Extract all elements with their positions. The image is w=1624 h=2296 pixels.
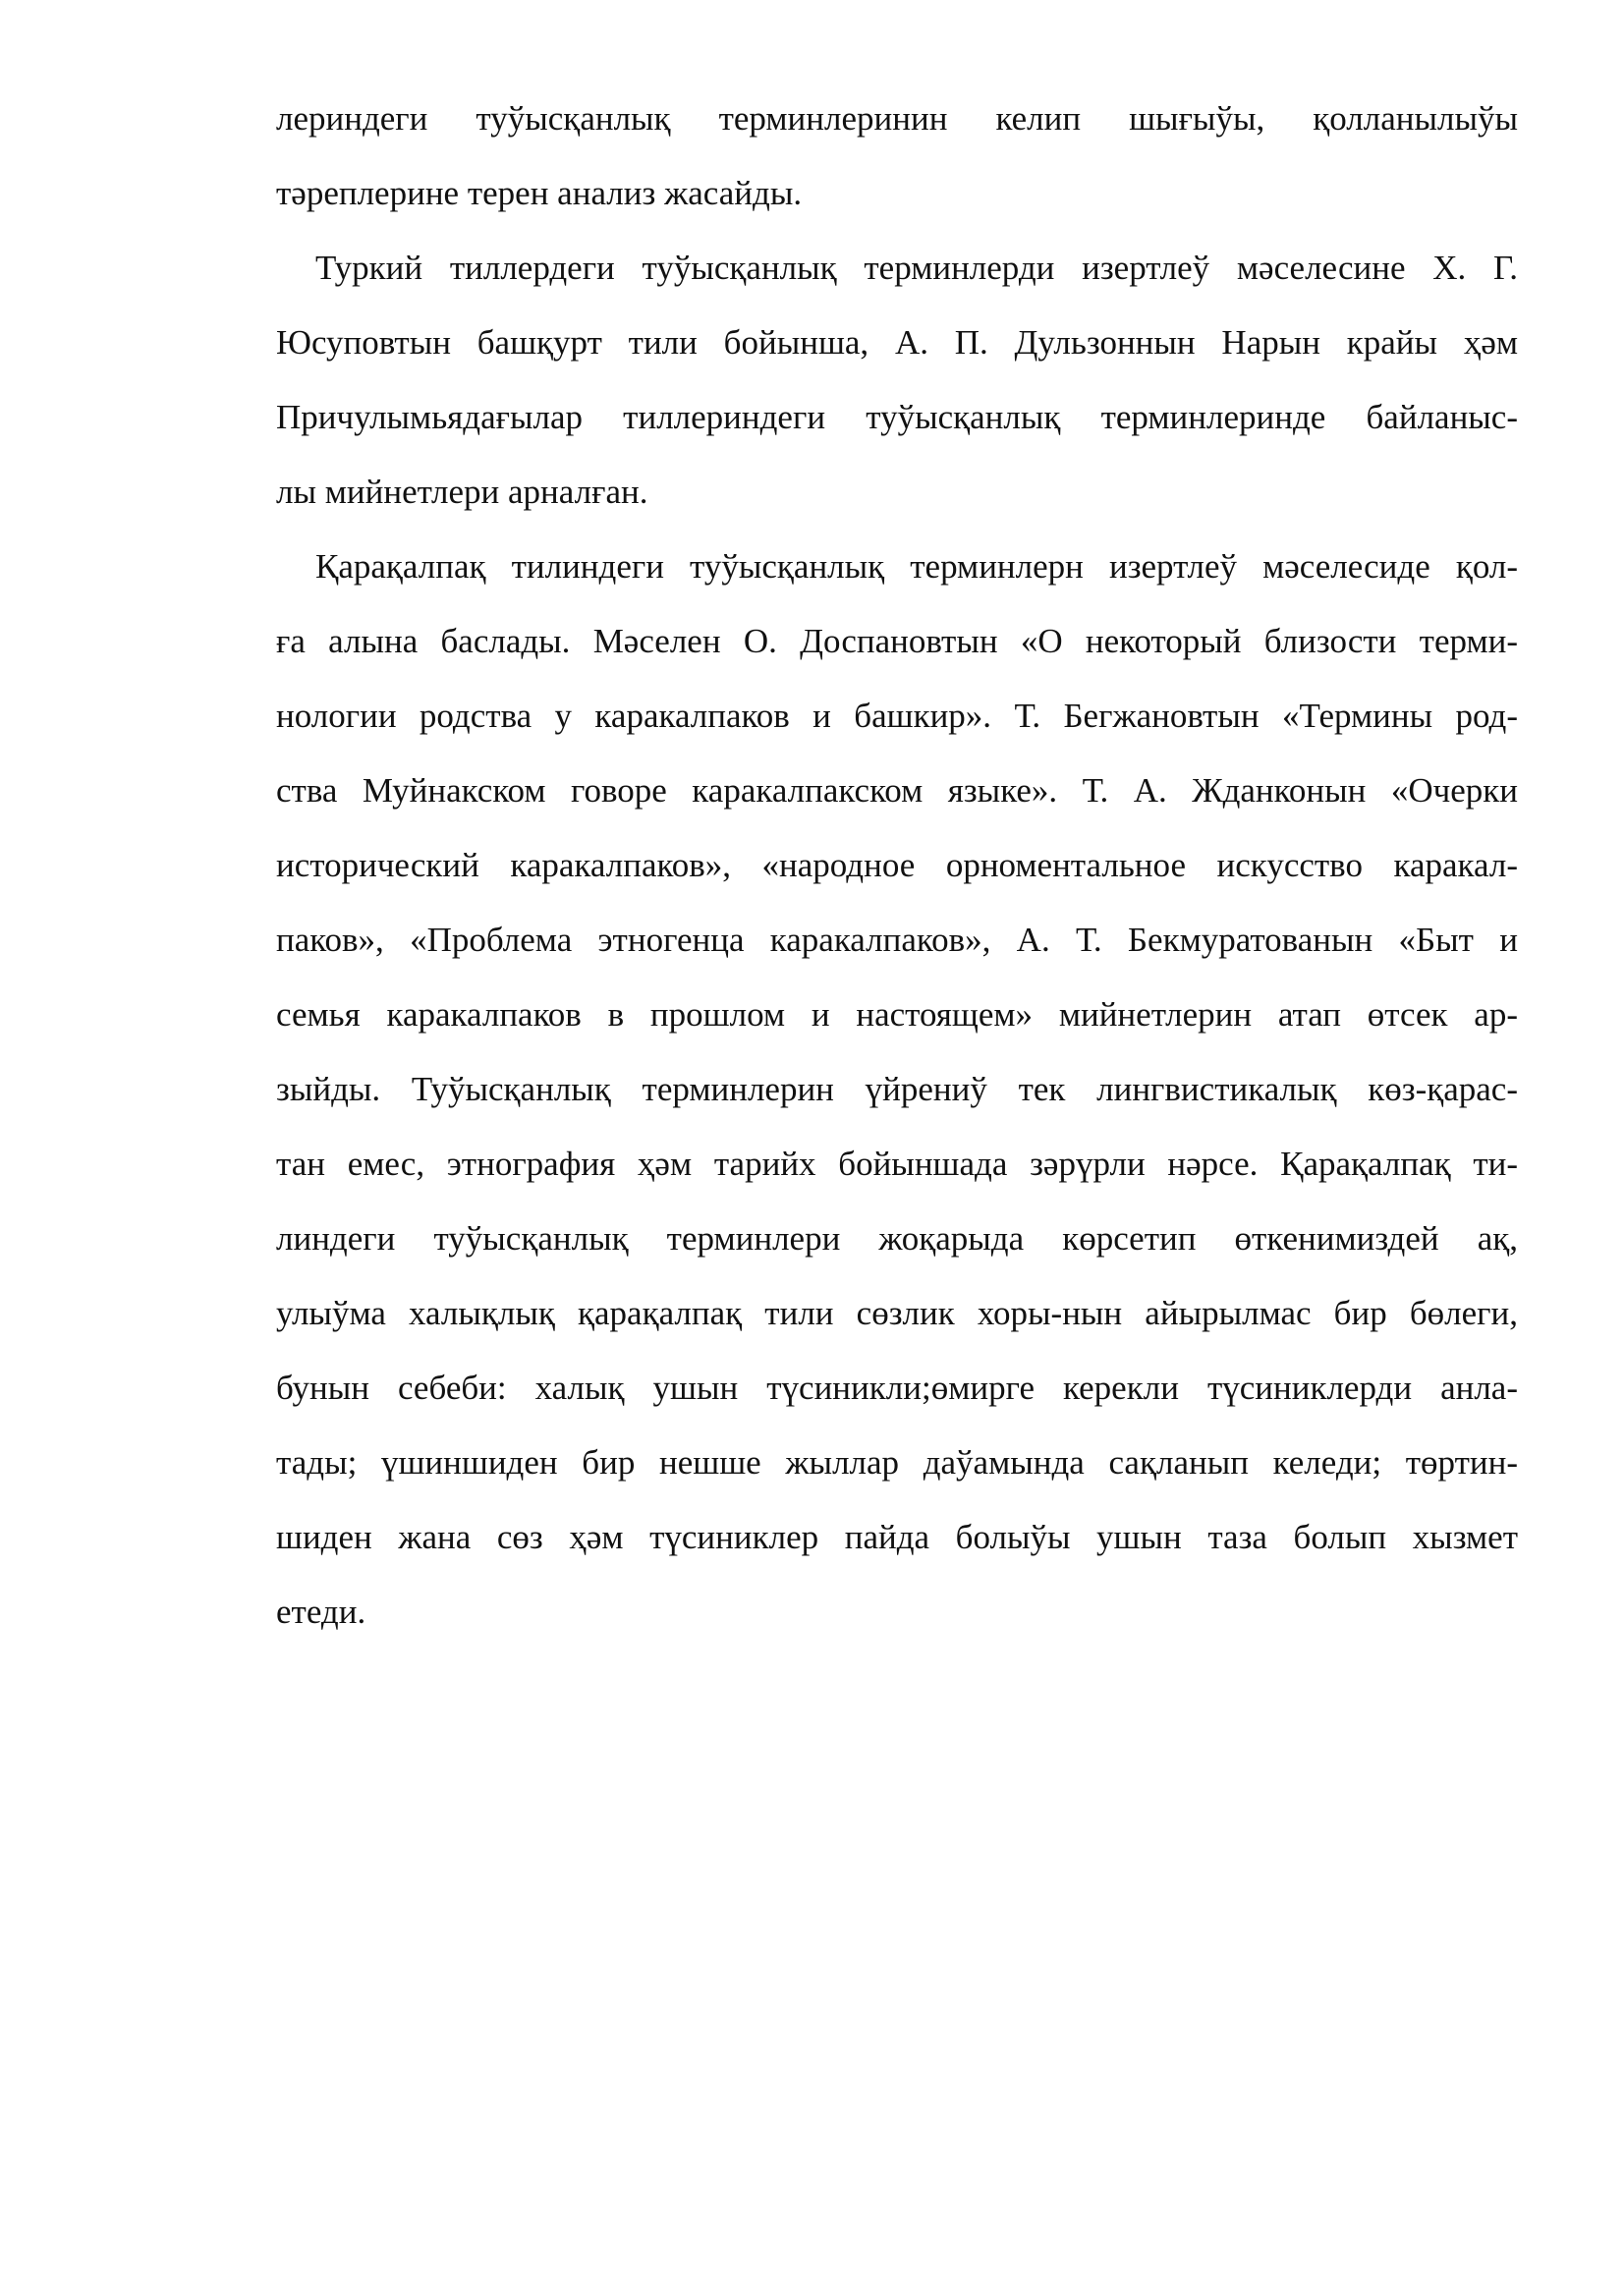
text-line: линдеги туўысқанлық терминлери жоқарыда көрсетип өткенимиздей ақ, [276, 1219, 1518, 1258]
text-line: Юсуповтын башқурт тили бойынша, А. П. Дульзоннын Нарын крайы ҳәм [276, 323, 1518, 362]
text-line: етеди. [276, 1593, 366, 1631]
text-line: Туркий тиллердеги туўысқанлық терминлерди изертлеў мәселесине Х. Г. [315, 249, 1518, 287]
text-line: Қарақалпақ тилиндеги туўысқанлық терминлерн изертлеў мәселесиде қол- [315, 547, 1518, 586]
body-text [276, 94, 1518, 1662]
text-line: бунын себеби: халық ушын түсиникли;өмирге керекли түсиниклерди анла- [276, 1369, 1518, 1407]
text-line: тәреплерине терен анализ жасайды. [276, 174, 803, 212]
text-line: улыўма халықлық қарақалпақ тили сөзлик хоры-нын айырылмас бир бөлеги, [276, 1294, 1518, 1332]
text-line: ства Муйнакском говоре каракалпакском языке». Т. А. Жданконын «Очерки [276, 771, 1518, 810]
text-line: зыйды. Туўысқанлық терминлерин үйрениў тек лингвистикалық көз-қарас- [276, 1070, 1518, 1108]
text-line: паков», «Проблема этногенца каракалпаков», А. Т. Бекмуратованын «Быт и [276, 921, 1518, 959]
text-line: лы мийнетлери арналған. [276, 473, 648, 511]
text-line: исторический каракалпаков», «народное орноментальное искусство каракал- [276, 846, 1518, 884]
text-line: Причулымьядағылар тиллериндеги туўысқанлық терминлеринде байланыс- [276, 398, 1518, 436]
text-line: ға алына баслады. Мәселен О. Доспановтын «О некоторый близости терми- [276, 622, 1518, 660]
text-line: тан емес, этнография ҳәм тарийх бойыншада зәрүрли нәрсе. Қарақалпақ ти- [276, 1145, 1518, 1183]
text-line: лериндеги туўысқанлық терминлеринин келип шығыўы, қолланылыўы [276, 99, 1518, 138]
text-line: шиден жана сөз ҳәм түсиниклер пайда болыўы ушын таза болып хызмет [276, 1518, 1518, 1556]
text-line: нологии родства у каракалпаков и башкир». Т. Бегжановтын «Термины род- [276, 697, 1518, 735]
text-line: тады; үшиншиден бир нешше жыллар даўамында сақланып келеди; төртин- [276, 1443, 1518, 1482]
text-line: семья каракалпаков в прошлом и настоящем» мийнетлерин атап өтсек ар- [276, 995, 1518, 1034]
